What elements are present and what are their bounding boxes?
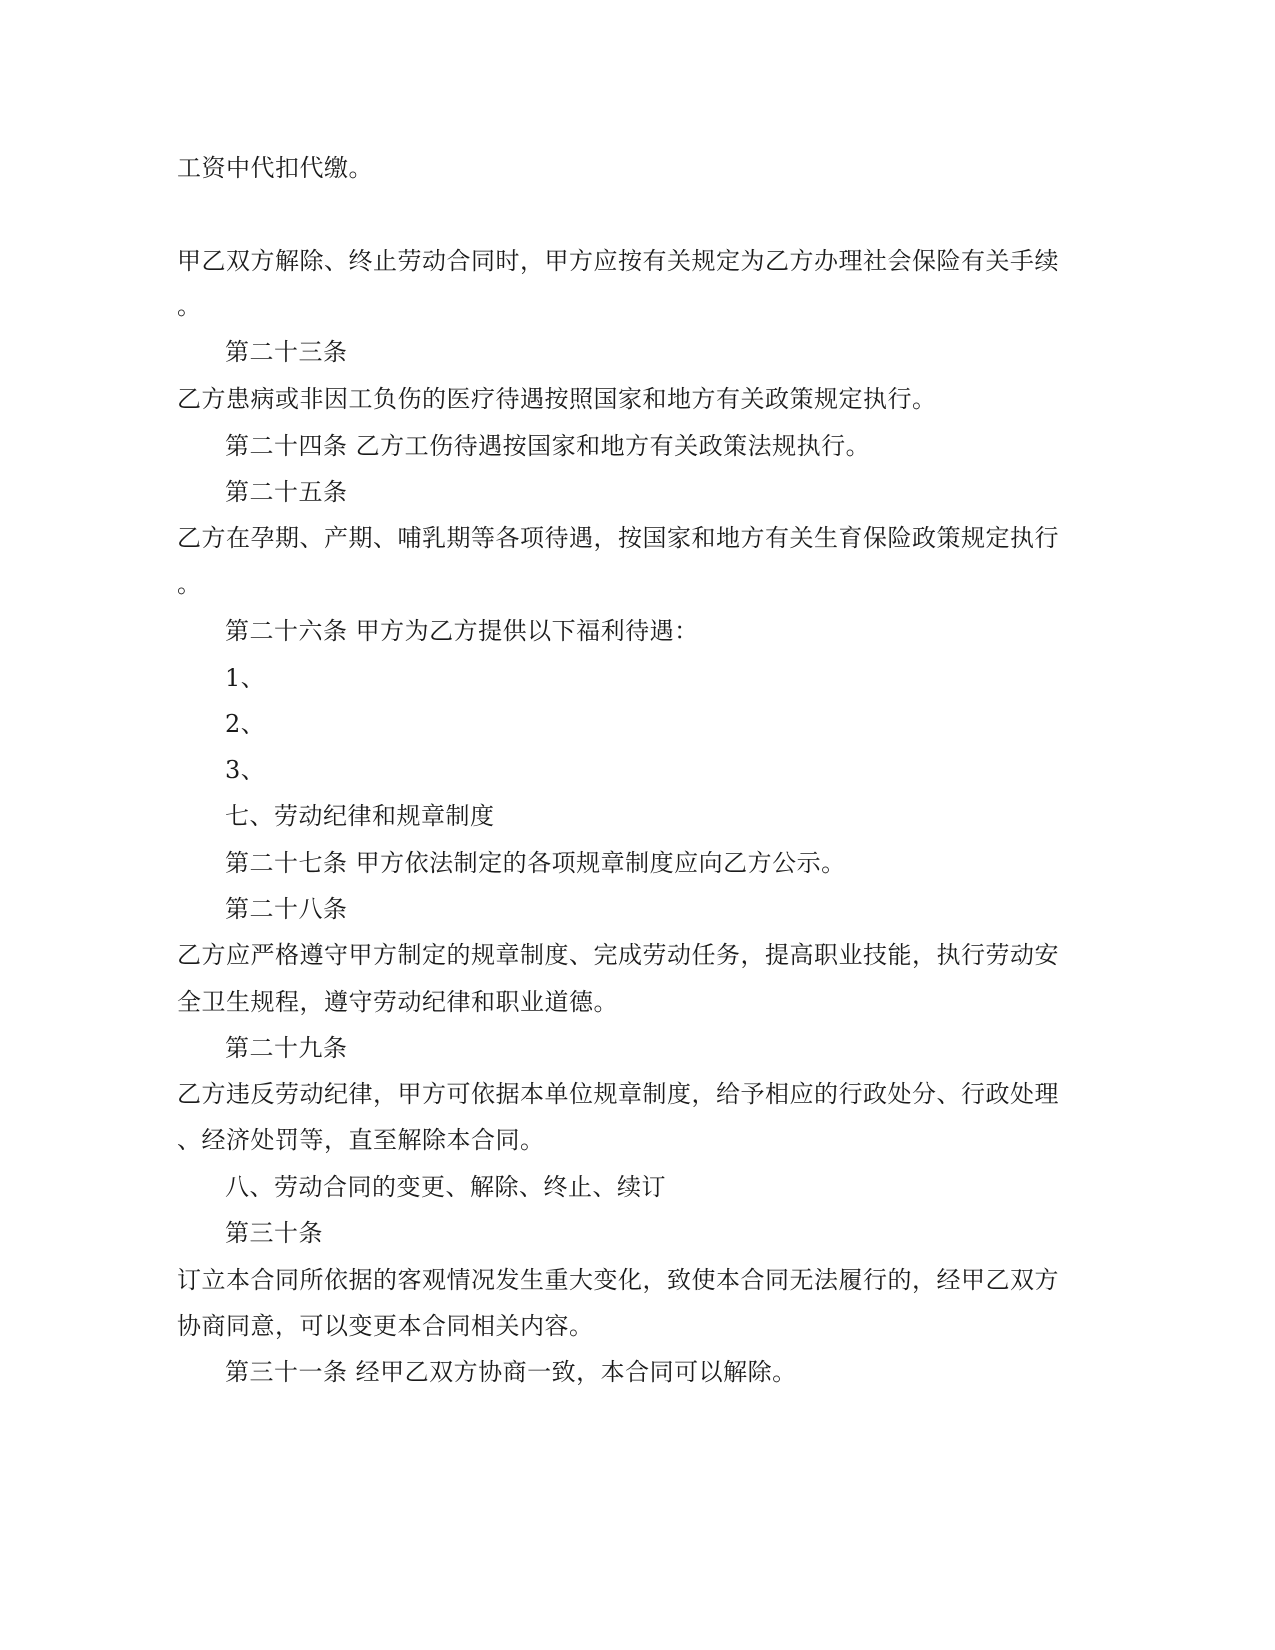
text-line: 工资中代扣代缴。 (177, 154, 373, 182)
article-heading: 第二十七条 甲方依法制定的各项规章制度应向乙方公示。 (225, 849, 846, 877)
article-heading: 第三十条 (225, 1219, 323, 1247)
article-heading: 第二十九条 (225, 1034, 348, 1062)
text-line: 协商同意，可以变更本合同相关内容。 (177, 1312, 594, 1340)
section-heading: 七、劳动纪律和规章制度 (225, 802, 495, 830)
text-line: 。 (177, 570, 202, 598)
text-line: 、经济处罚等，直至解除本合同。 (177, 1126, 545, 1154)
text-line: 甲乙双方解除、终止劳动合同时，甲方应按有关规定为乙方办理社会保险有关手续 (177, 247, 1059, 275)
list-item: 3、 (225, 756, 266, 784)
article-heading: 第三十一条 经甲乙双方协商一致，本合同可以解除。 (225, 1358, 797, 1386)
text-line: 全卫生规程，遵守劳动纪律和职业道德。 (177, 988, 618, 1016)
text-line: 乙方应严格遵守甲方制定的规章制度、完成劳动任务，提高职业技能，执行劳动安 (177, 941, 1059, 969)
list-item: 2、 (225, 710, 266, 738)
article-heading: 第二十五条 (225, 478, 348, 506)
list-item: 1、 (225, 664, 266, 692)
text-line: 乙方在孕期、产期、哺乳期等各项待遇，按国家和地方有关生育保险政策规定执行 (177, 524, 1059, 552)
text-line: 乙方患病或非因工负伤的医疗待遇按照国家和地方有关政策规定执行。 (177, 385, 937, 413)
article-heading: 第二十八条 (225, 895, 348, 923)
text-line: 订立本合同所依据的客观情况发生重大变化，致使本合同无法履行的，经甲乙双方 (177, 1266, 1059, 1294)
article-heading: 第二十六条 甲方为乙方提供以下福利待遇： (225, 617, 699, 645)
article-heading: 第二十四条 乙方工伤待遇按国家和地方有关政策法规执行。 (225, 432, 871, 460)
article-heading: 第二十三条 (225, 338, 348, 366)
text-line: 。 (177, 292, 202, 320)
section-heading: 八、劳动合同的变更、解除、终止、续订 (225, 1173, 666, 1201)
text-line: 乙方违反劳动纪律，甲方可依据本单位规章制度，给予相应的行政处分、行政处理 (177, 1080, 1059, 1108)
